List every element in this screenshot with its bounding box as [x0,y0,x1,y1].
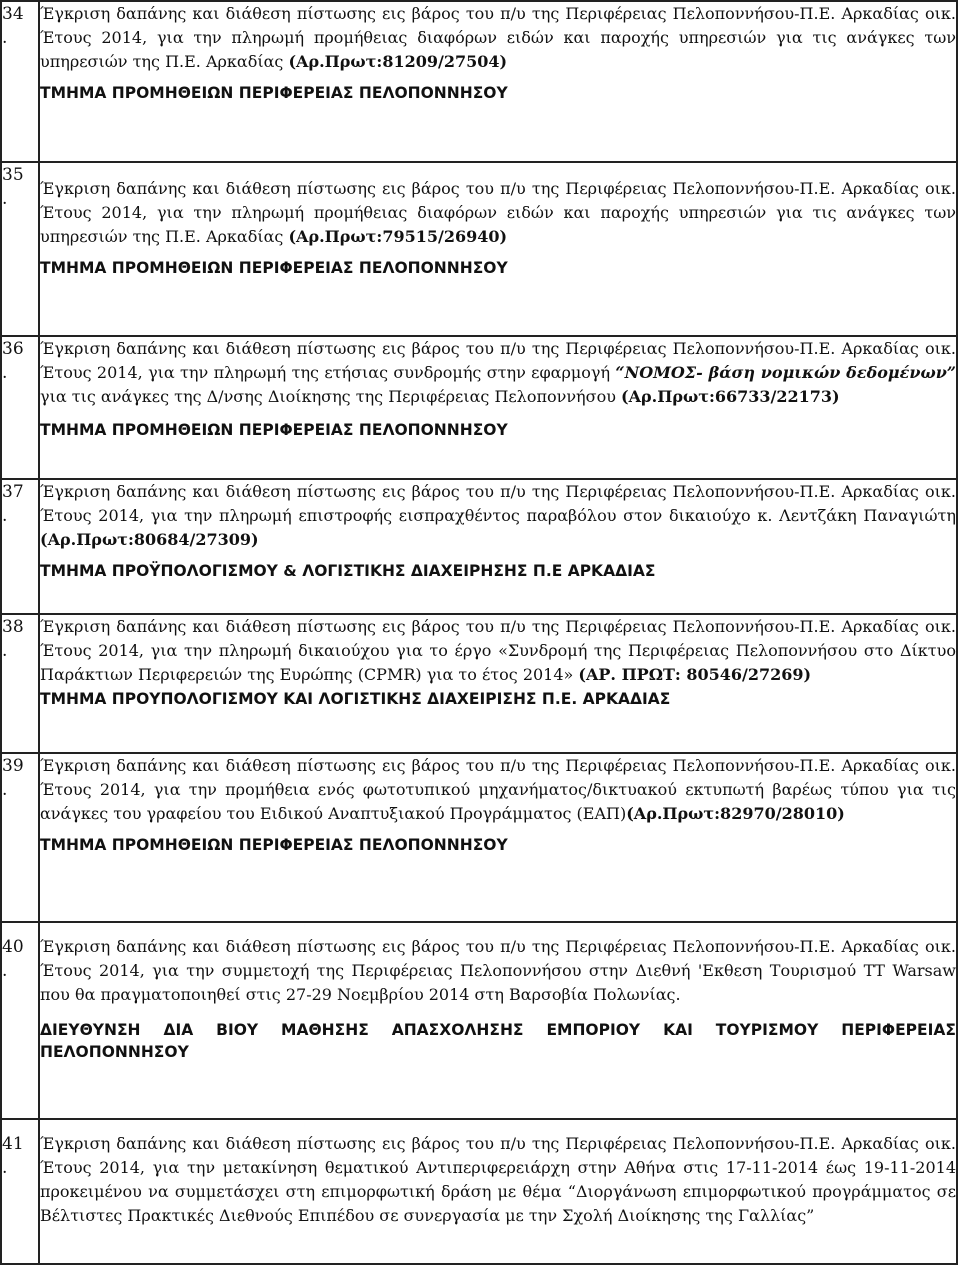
item-cell [39,479,957,614]
item-description [40,754,956,826]
item-number: 36 . [1,336,39,479]
protocol-ref: (Αρ.Πρωτ:66733/22173) [621,387,840,406]
item-number: 35 . [1,162,39,336]
department-name: ΤΜΗΜΑ ΠΡΟΜΗΘΕΙΩΝ ΠΕΡΙΦΕΡΕΙΑΣ ΠΕΛΟΠΟΝΝΗΣΟΥ [40,84,508,102]
item-text: Έγκριση δαπάνης και διάθεση πίστωσης εις βάρος του π/υ της Περιφέρειας Πελοποννήσου-Π.Ε. Αρκαδίας οικ. Έτους 2014, για την πληρωμή προμήθειας διαφόρων ειδών και παροχής υπηρεσιών για τις ανάγκες των υπηρεσιών της Π.Ε. Αρκαδίας [40,179,956,246]
department-name: ΤΜΗΜΑ ΠΡΟΫΠΟΛΟΓΙΣΜΟΥ & ΛΟΓΙΣΤΙΚΗΣ ΔΙΑΧΕΙΡΗΣΗΣ Π.Ε ΑΡΚΑΔΙΑΣ [40,562,656,580]
item-description: Έγκριση δαπάνης και διάθεση πίστωσης εις βάρος του π/υ της Περιφέρειας Πελοποννήσου-Π.Ε. Αρκαδίας οικ. Έτους 2014, για την συμμετοχή της Περιφέρειας Πελοποννήσου στην Διεθνή 'Εκθεση Τουρισμού ΤΤ Warsaw που θα πραγματοποιηθεί στις 27-29 Νοεμβρίου 2014 στη Βαρσοβία Πολωνίας. [40,937,956,1004]
item-text: Έγκριση δαπάνης και διάθεση πίστωσης εις βάρος του π/υ της Περιφέρειας Πελοποννήσου-Π.Ε. Αρκαδίας οικ. Έτους 2014, για την πληρωμή προμήθειας διαφόρων ειδών και παροχής υπηρεσιών για τις ανάγκες των υπηρεσιών της Π.Ε. Αρκαδίας [40,4,956,71]
department-name: ΤΜΗΜΑ ΠΡΟΜΗΘΕΙΩΝ ΠΕΡΙΦΕΡΕΙΑΣ ΠΕΛΟΠΟΝΝΗΣΟΥ [40,836,508,854]
app-name: “ΝΟΜΟΣ- βάση νομικών δεδομένων” [615,363,956,382]
department-name: ΤΜΗΜΑ ΠΡΟΥΠΟΛΟΓΙΣΜΟΥ ΚΑΙ ΛΟΓΙΣΤΙΚΗΣ ΔΙΑΧΕΙΡΙΣΗΣ Π.Ε. ΑΡΚΑΔΙΑΣ [40,690,671,708]
protocol-ref: (Αρ.Πρωτ:80684/27309) [40,530,259,549]
table-row [1,162,957,336]
item-number: 38 . [1,614,39,753]
item-cell [39,614,957,753]
item-number: 34 . [1,1,39,162]
protocol-ref: (Αρ.Πρωτ:81209/27504) [288,52,508,71]
table-row [1,614,957,753]
item-description [40,337,956,409]
item-cell [39,1119,957,1264]
item-cell [39,922,957,1119]
item-description [40,615,956,687]
item-text: Έγκριση δαπάνης και διάθεση πίστωσης εις βάρος του π/υ της Περιφέρειας Πελοποννήσου-Π.Ε. Αρκαδίας οικ. Έτους 2014, για την προμήθεια ενός φωτοτυπικού μηχανήματος/δικτυακού εκτυπωτή βαρέως τύπου για τις ανάγκες του γραφείου του Ειδικού Αναπτυξιακού Προγράμματος (ΕΑΠ) [40,756,956,823]
protocol-ref: (Αρ.Πρωτ:79515/26940) [288,227,508,246]
protocol-ref: (ΑΡ. ΠΡΩΤ: 80546/27269) [578,665,812,684]
item-number: 39 . [1,753,39,922]
table-row [1,753,957,922]
item-description [40,480,956,552]
item-description [40,177,956,249]
item-text: Έγκριση δαπάνης και διάθεση πίστωσης εις βάρος του π/υ της Περιφέρειας Πελοποννήσου-Π.Ε. Αρκαδίας οικ. Έτους 2014, για την πληρωμή δικαιούχου για το έργο «Συνδρομή της Περιφέρειας Πελοποννήσου στο Δίκτυο Παράκτιων Περιφερειών της Ευρώπης (CPMR) για το έτος 2014» [40,617,956,684]
item-number: 37 . [1,479,39,614]
item-number: 40 . [1,922,39,1119]
table-row [1,1119,957,1264]
item-cell [39,1,957,162]
item-text: Έγκριση δαπάνης και διάθεση πίστωσης εις βάρος του π/υ της Περιφέρειας Πελοποννήσου-Π.Ε. Αρκαδίας οικ. Έτους 2014, για την πληρωμή επιστροφής εισπραχθέντος παραβόλου στον δικαιούχο κ. Λεντζάκη Παναγιώτη [40,482,956,525]
item-cell [39,162,957,336]
protocol-ref: (Αρ.Πρωτ:82970/28010) [626,804,845,823]
table-row [1,922,957,1119]
item-cell [39,753,957,922]
item-text: Έγκριση δαπάνης και διάθεση πίστωσης εις βάρος του π/υ της Περιφέρειας Πελοποννήσου-Π.Ε. Αρκαδίας οικ. Έτους 2014, για την πληρωμή της ετήσιας συνδρομής στην εφαρμογή [40,339,956,382]
table-row [1,479,957,614]
table-row [1,336,957,479]
item-cell [39,336,957,479]
table-row [1,1,957,162]
department-name: ΔΙΕΥΘΥΝΣΗ ΔΙΑ ΒΙΟΥ ΜΑΘΗΣΗΣ ΑΠΑΣΧΟΛΗΣΗΣ ΕΜΠΟΡΙΟΥ ΚΑΙ ΤΟΥΡΙΣΜΟΥ ΠΕΡΙΦΕΡΕΙΑΣ ΠΕΛΟΠΟΝΝΗΣΟΥ [40,1021,956,1061]
item-description: Έγκριση δαπάνης και διάθεση πίστωσης εις βάρος του π/υ της Περιφέρειας Πελοποννήσου-Π.Ε. Αρκαδίας οικ. Έτους 2014, για την μετακίνηση θεματικού Αντιπεριφερειάρχη στην Αθήνα στις 17-11-2014 έως 19-11-2014 προκειμένου να συμμετάσχει στη επιμορφωτική δράση με θέμα “Διοργάνωση επιμορφωτικού προγράμματος σε Βέλτιστες Πρακτικές Διεθνούς Επιπέδου σε συνεργασία με την Σχολή Διοίκησης της Γαλλίας” [40,1134,956,1225]
item-number: 41 . [1,1119,39,1264]
item-description [40,2,956,74]
department-name: ΤΜΗΜΑ ΠΡΟΜΗΘΕΙΩΝ ΠΕΡΙΦΕΡΕΙΑΣ ΠΕΛΟΠΟΝΝΗΣΟΥ [40,259,508,277]
department-name: ΤΜΗΜΑ ΠΡΟΜΗΘΕΙΩΝ ΠΕΡΙΦΕΡΕΙΑΣ ΠΕΛΟΠΟΝΝΗΣΟΥ [40,421,508,439]
item-text-cont: για τις ανάγκες της Δ/νσης Διοίκησης της Περιφέρειας Πελοποννήσου [40,387,622,406]
